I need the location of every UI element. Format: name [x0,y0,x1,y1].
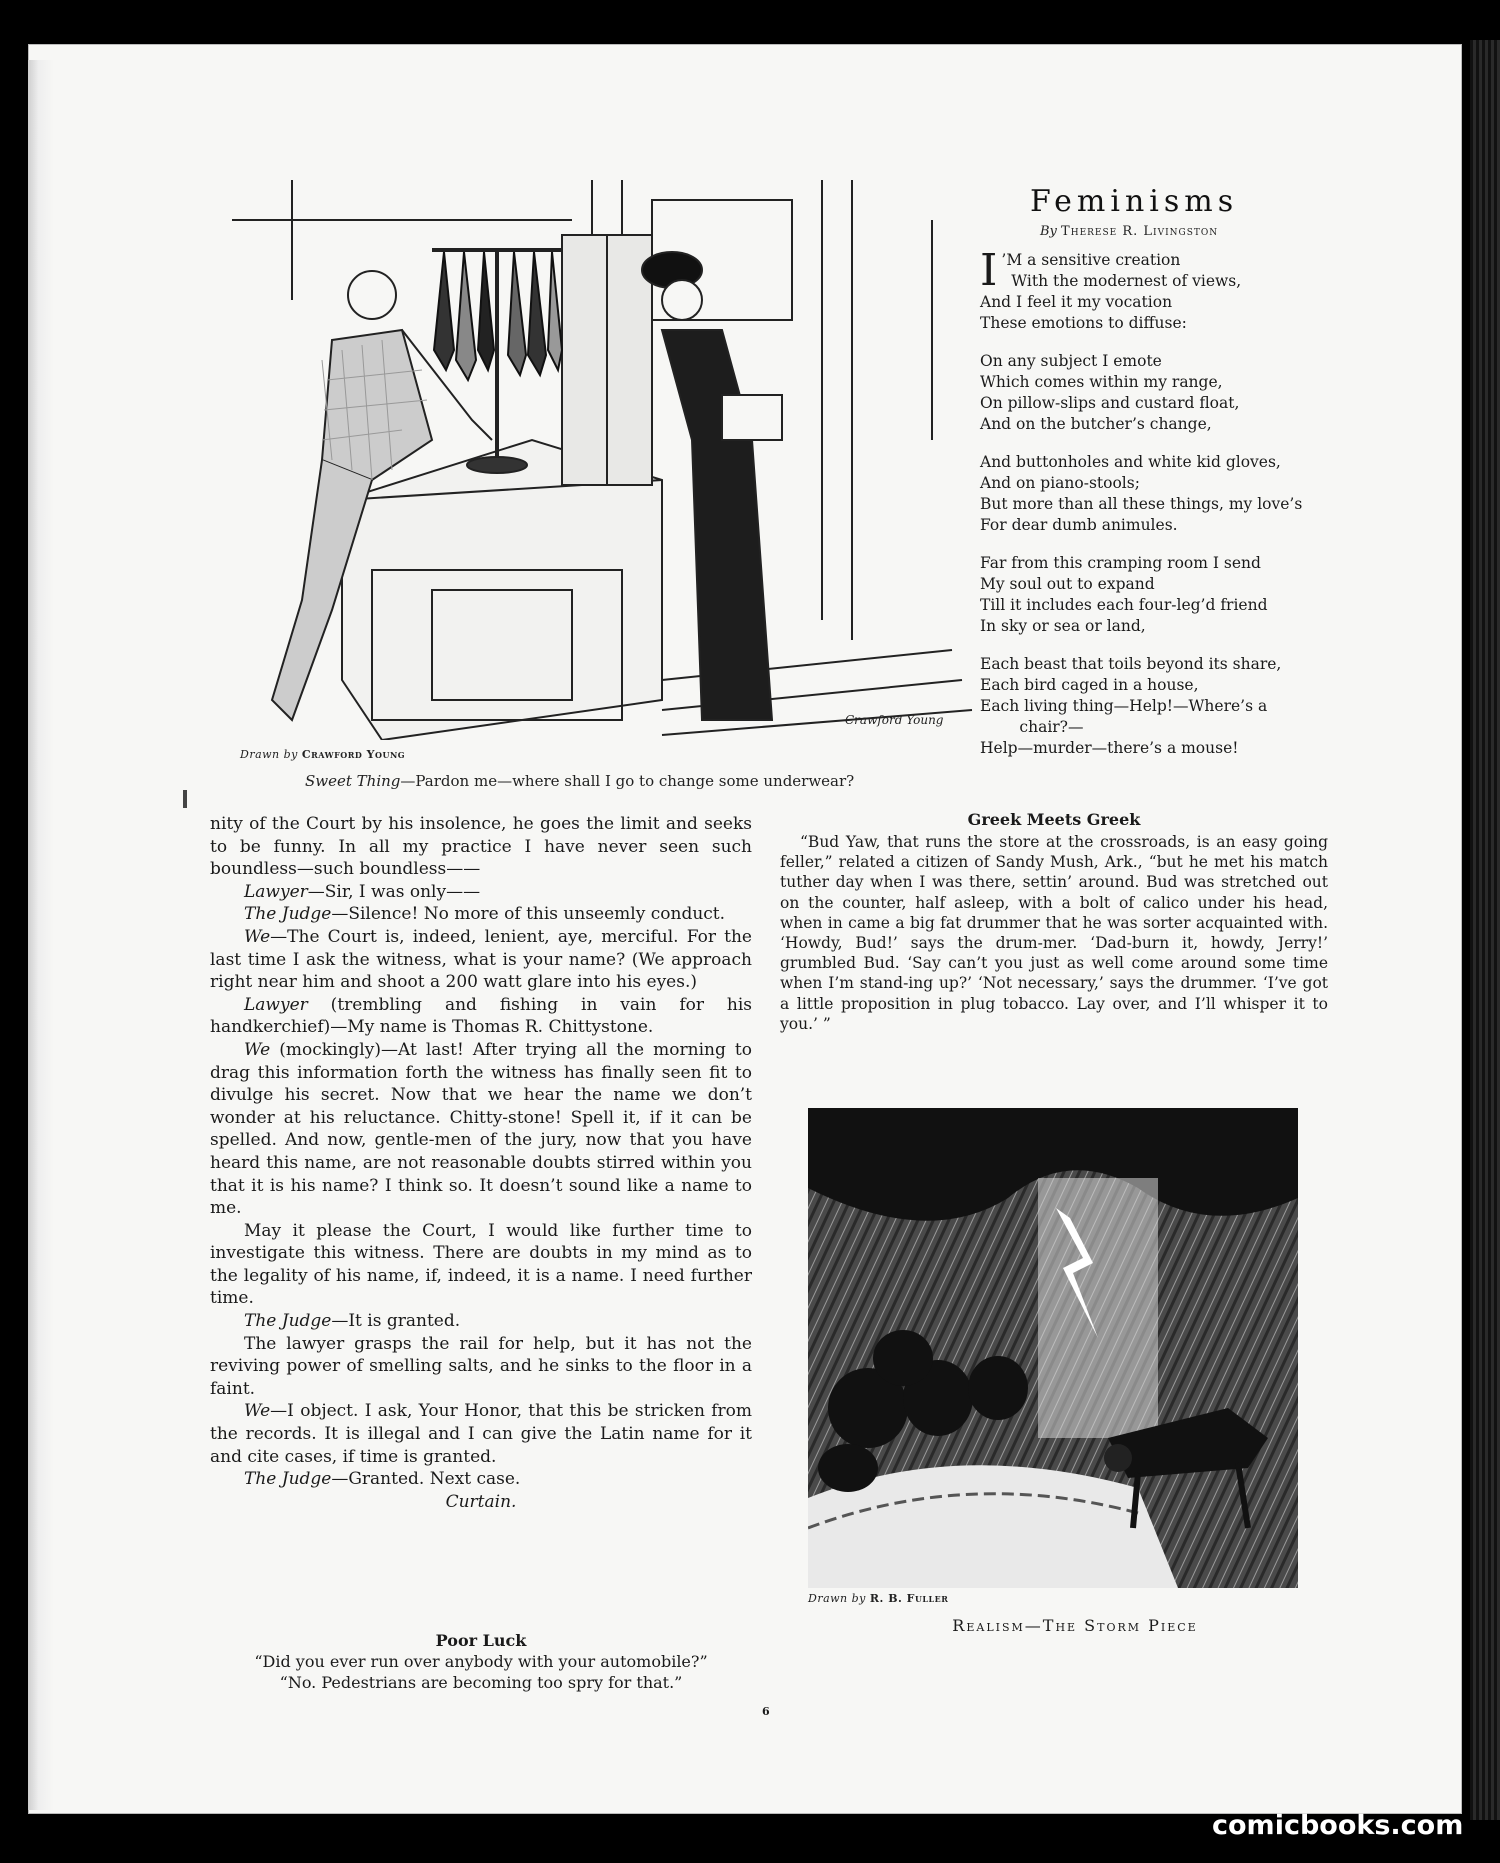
drop-cap: I [980,245,998,296]
poem-stanza [980,452,1350,536]
paragraph: Lawyer (trembling and fishing in vain for his handkerchief)—My name is Thomas R. Chittystone. [210,994,752,1038]
poem-line: On pillow-slips and custard float, [980,394,1240,412]
paragraph: We—The Court is, indeed, lenient, aye, merciful. For the last time I ask the witness, what is your name? (We approach right near him and shoot a 200 watt glare into his eyes.) [210,926,752,993]
poor-luck-heading: Poor Luck [435,1631,527,1650]
court-article [210,813,752,1513]
poem-line: For dear dumb animules. [980,516,1178,534]
paragraph: The Judge—Silence! No more of this unseemly conduct. [244,904,726,925]
paragraph: The lawyer grasps the rail for help, but it has not the reviving power of smelling salts, and he sinks to the floor in a faint. [210,1333,752,1399]
poem-stanza [980,245,1350,334]
paragraph: “Bud Yaw, that runs the store at the crossroads, is an easy going feller,” related a citizen of Sandy Mush, Ark., “but he met his match tuther day when I was there, settin’ around. Bud was stretched out on the counter, half asleep, with a bolt of calico under his head, when in came a big fat drummer that he was sorter acquainted with. ‘Howdy, Bud!’ says the drum-mer. ‘Dad-burn it, howdy, Jerry!’ grumbled Bud. ‘Say can’t you just as well come around some time when I’m stand-ing up?’ ‘Not necessary,’ says the drummer. ‘I’ve got a little proposition in plug tobacco. Lay over, and I’ll whisper it to you.’ ” [780,833,1328,1033]
cartoon1-credit: Drawn by Crawford Young [240,748,406,761]
poem-line: Far from this cramping room I send [980,554,1261,572]
storm-credit: Drawn by R. B. Fuller [808,1592,949,1605]
curtain: Curtain. [445,1491,517,1512]
poem-stanza [980,351,1350,435]
poem-line: Each bird caged in a house, [980,676,1199,694]
book-spine [1470,40,1500,1820]
poem-line: Help—murder—there’s a mouse! [980,739,1239,757]
poem-line: And on piano-stools; [980,474,1140,492]
poem-line: Each beast that toils beyond its share, [980,655,1282,673]
greek-article [780,832,1328,1034]
joke-line: “Did you ever run over anybody with your automobile?” [254,1652,708,1671]
paragraph: nity of the Court by his insolence, he goes the limit and seeks to be funny. In all my practice I have never seen such boundless—such boundless—— [210,814,752,880]
ink-blot [183,790,187,808]
poem-stanza [980,553,1350,637]
greek-heading: Greek Meets Greek [967,810,1141,829]
paragraph: The Judge—Granted. Next case. [244,1469,521,1490]
joke-line: “No. Pedestrians are becoming too spry for that.” [279,1673,683,1692]
poem-line: And I feel it my vocation [980,293,1173,311]
paragraph: May it please the Court, I would like further time to investigate this witness. There are doubts in my mind as to the legality of his name, if, indeed, it is a name. I need further time. [210,1220,752,1309]
page-edge [28,60,54,1810]
cartoon1-caption: Sweet Thing—Pardon me—where shall I go to change some underwear? [305,772,855,790]
paragraph: We—I object. I ask, Your Honor, that this be stricken from the records. It is illegal and I can give the Latin name for it and cite cases, if time is granted. [210,1401,752,1467]
poem-line: Each living thing—Help!—Where’s a [980,697,1268,715]
poem-line: ’M a sensitive creation [1001,251,1181,269]
poem-line: chair?— [980,718,1084,736]
poem-line: But more than all these things, my love’s [980,495,1303,513]
poem-line: These emotions to diffuse: [980,314,1187,332]
poem-line: My soul out to expand [980,575,1155,593]
signature: Crawford Young [845,713,944,727]
poem-line: On any subject I emote [980,352,1162,370]
poem-body [980,245,1350,776]
poem-line: And buttonholes and white kid gloves, [980,453,1281,471]
poem-line: And on the butcher’s change, [980,415,1212,433]
paragraph: Lawyer—Sir, I was only—— [244,881,481,902]
cartoon-shop-illustration [232,180,982,740]
poem-line: Which comes within my range, [980,373,1223,391]
paragraph: The Judge—It is granted. [244,1311,461,1332]
poem-line: In sky or sea or land, [980,617,1146,635]
poor-luck-article [210,1630,752,1693]
watermark: comicbooks.com [1212,1810,1464,1841]
poem-line: Till it includes each four-leg’d friend [980,596,1268,614]
poem-line: With the modernest of views, [1001,272,1242,290]
storm-piece-illustration [808,1108,1298,1588]
storm-caption: Realism—The Storm Piece [952,1616,1198,1635]
paragraph: We (mockingly)—At last! After trying all the morning to drag this information forth the witness has finally seen fit to divulge his secret. Now that we hear the name we don’t wonder at his reluctance. Chitty-stone! Spell it, if it can be spelled. And now, gentle-men of the jury, now that you have heard this name, are not reasonable doubts stirred within you that it is his name? I think so. It doesn’t sound like a name to me. [210,1039,752,1219]
poem-byline: By Therese R. Livingston [1040,224,1219,239]
poem-title: Feminisms [1030,184,1239,219]
poem-stanza [980,654,1350,759]
page-number: 6 [762,1705,770,1718]
